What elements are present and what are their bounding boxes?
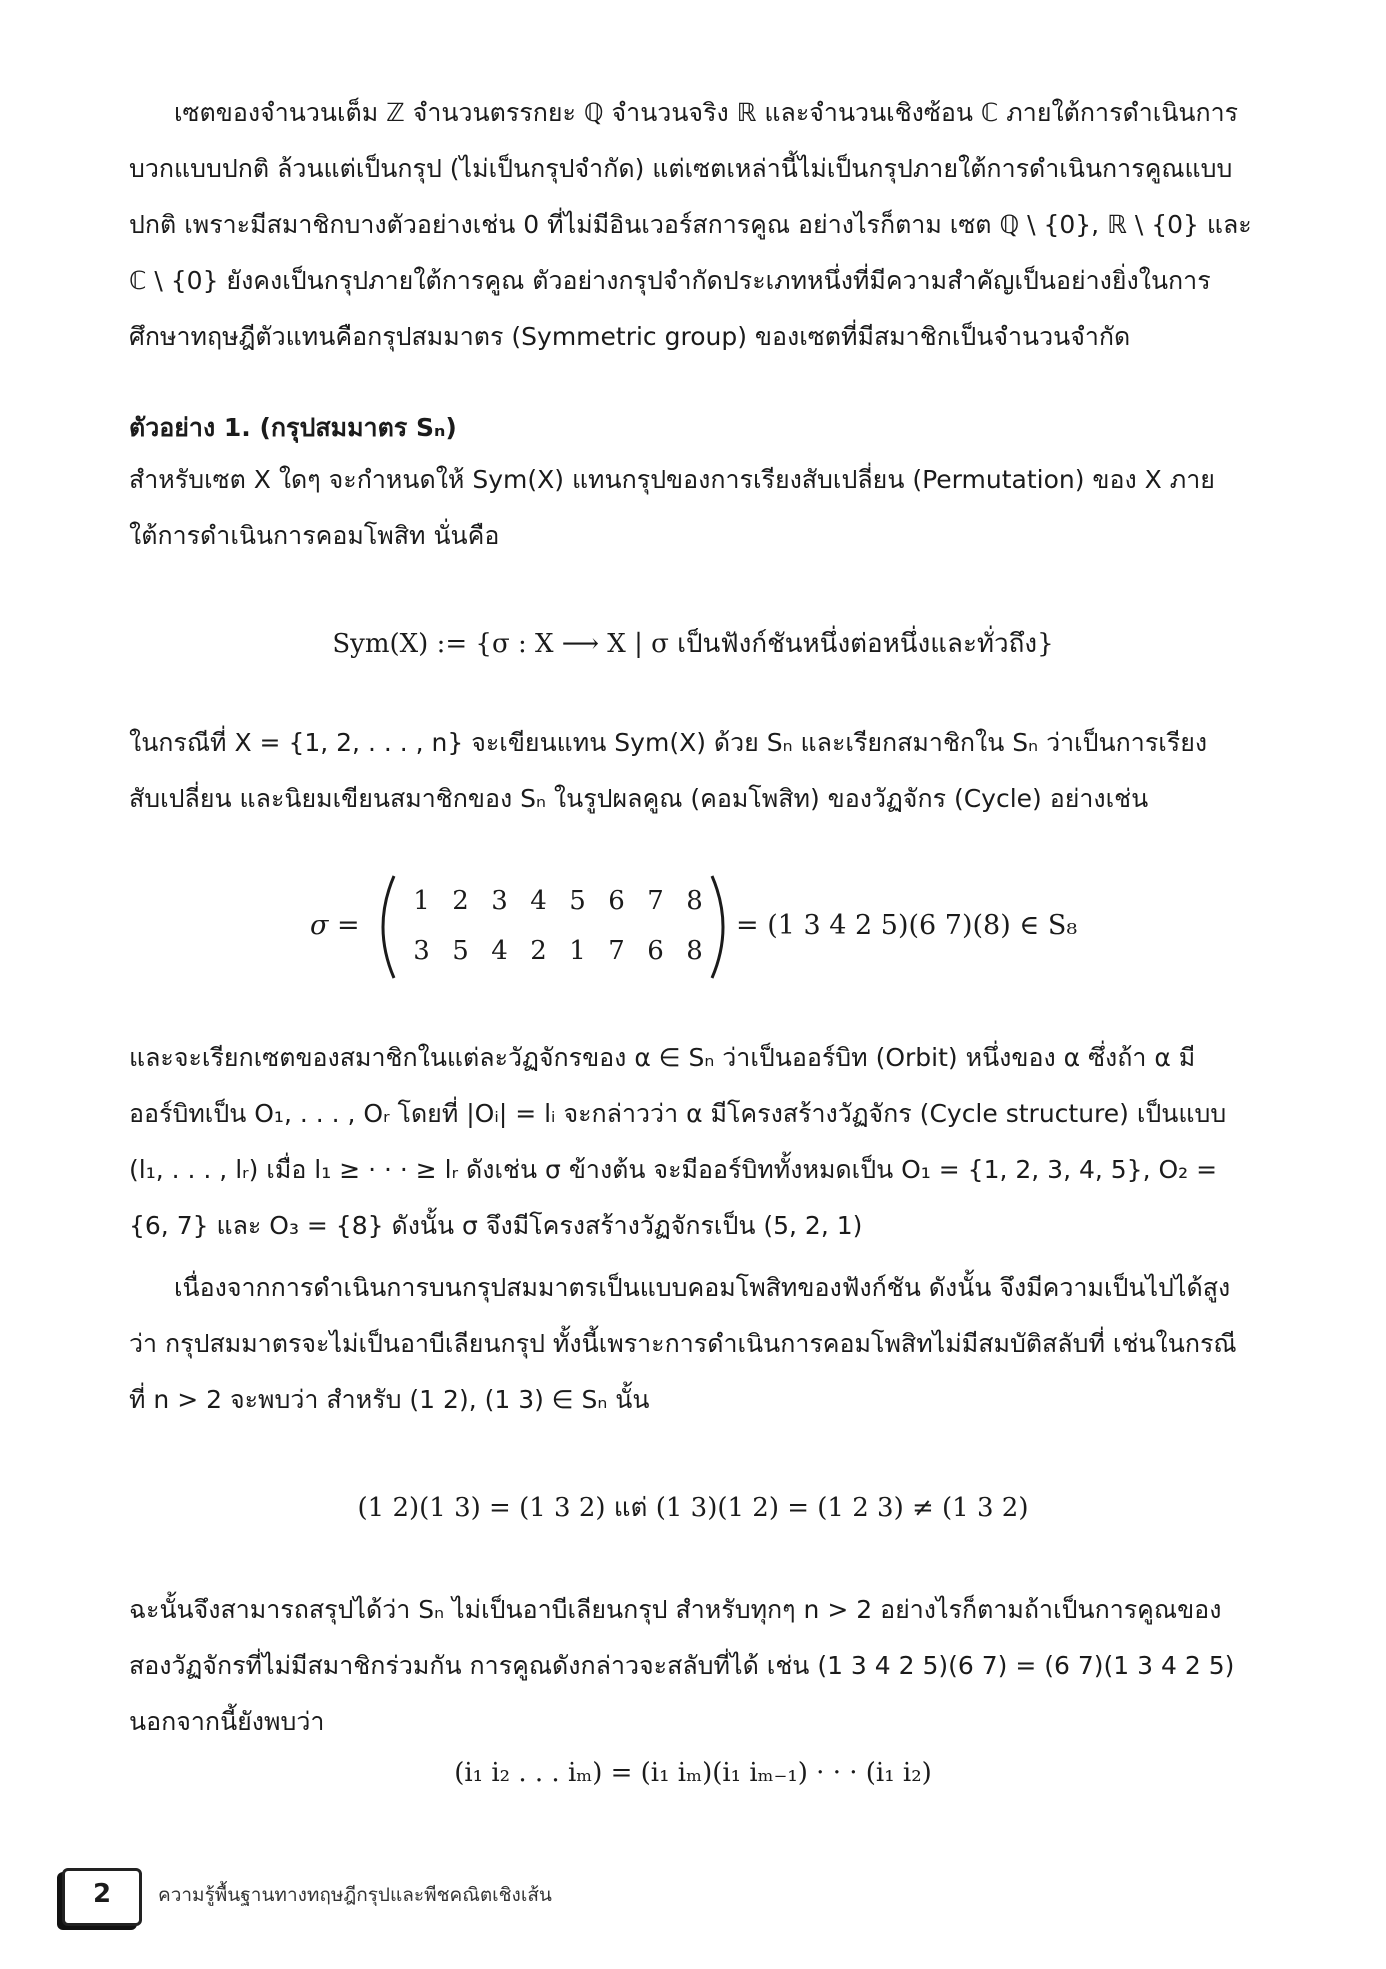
matrix-cell: 5 (569, 886, 586, 916)
example-heading: ตัวอย่าง 1. (กรุปสมมาตร Sₙ) (129, 413, 457, 442)
matrix-cell: 6 (647, 936, 664, 966)
text-line: ปกติ เพราะมีสมาชิกบางตัวอย่างเช่น 0 ที่ไม่มีอินเวอร์สการคูณ อย่างไรก็ตาม เซต ℚ \ {0}, ℝ \ {0} และ (129, 210, 1252, 239)
running-footer-title: ความรู้พื้นฐานทางทฤษฎีกรุปและพีชคณิตเชิงเส้น (158, 1884, 552, 1906)
conclusion-paragraph (129, 1582, 1248, 1750)
intro-paragraph (129, 85, 1252, 365)
text-line: ว่า กรุปสมมาตรจะไม่เป็นอาบีเลียนกรุป ทั้งนี้เพราะการดำเนินการคอมโพสิทไม่มีสมบัติสลับที่ เช่นในกรณี (129, 1329, 1237, 1358)
text-line: เซตของจำนวนเต็ม ℤ จำนวนตรรกยะ ℚ จำนวนจริง ℝ และจำนวนเชิงซ้อน ℂ ภายใต้การดำเนินการ (174, 98, 1239, 127)
noncommute-equation: (1 2)(1 3) = (1 3 2) แต่ (1 3)(1 2) = (1 2 3) ≠ (1 3 2) (357, 1493, 1029, 1523)
text-line: นอกจากนี้ยังพบว่า (129, 1707, 325, 1736)
text-line: ศึกษาทฤษฎีตัวแทนคือกรุปสมมาตร (Symmetric group) ของเซตที่มีสมาชิกเป็นจำนวนจำกัด (129, 322, 1131, 351)
sym-definition-equation: Sym(X) := {σ : X ⟶ X | σ เป็นฟังก์ชันหนึ่งต่อหนึ่งและทั่วถึง} (332, 629, 1054, 659)
matrix-cell: 7 (608, 936, 625, 966)
text-line: ฉะนั้นจึงสามารถสรุปได้ว่า Sₙ ไม่เป็นอาบีเลียนกรุป สำหรับทุกๆ n > 2 อย่างไรก็ตามถ้าเป็นการคูณของ (129, 1595, 1222, 1624)
text-line: สองวัฏจักรที่ไม่มีสมาชิกร่วมกัน การคูณดังกล่าวจะสลับที่ได้ เช่น (1 3 4 2 5)(6 7) = (6 7)(1 3 4 2 5) (129, 1651, 1235, 1680)
text-line: (l₁, . . . , lᵣ) เมื่อ l₁ ≥ · · · ≥ lᵣ ดังเช่น σ ข้างต้น จะมีออร์บิททั้งหมดเป็น O₁ = {1, 2, 3, 4, 5}, O₂ = (129, 1155, 1218, 1184)
cycle-equation: (i₁ i₂ . . . iₘ) = (i₁ iₘ)(i₁ iₘ₋₁) · · · (i₁ i₂) (454, 1758, 932, 1788)
matrix-cell: 8 (686, 936, 703, 966)
left-paren (383, 876, 394, 978)
text-line: สับเปลี่ยน และนิยมเขียนสมาชิกของ Sₙ ในรูปผลคูณ (คอมโพสิท) ของวัฏจักร (Cycle) อย่างเช่น (129, 784, 1149, 813)
matrix-cell: 2 (530, 936, 547, 966)
matrix-cell: 7 (647, 886, 664, 916)
sn-paragraph (129, 715, 1248, 827)
text-line: {6, 7} และ O₃ = {8} ดังนั้น σ จึงมีโครงสร้างวัฏจักรเป็น (5, 2, 1) (129, 1211, 863, 1240)
matrix-cell: 1 (413, 886, 430, 916)
matrix-cell: 5 (452, 936, 469, 966)
matrix-rhs: = (1 3 4 2 5)(6 7)(8) ∈ S₈ (736, 910, 1078, 941)
text-line: ℂ \ {0} ยังคงเป็นกรุปภายใต้การคูณ ตัวอย่างกรุปจำกัดประเภทหนึ่งที่มีความสำคัญเป็นอย่างยิ่งในการ (129, 266, 1211, 295)
matrix-cell: 2 (452, 886, 469, 916)
matrix-cell: 4 (491, 936, 508, 966)
text-line: และจะเรียกเซตของสมาชิกในแต่ละวัฏจักรของ α ∈ Sₙ ว่าเป็นออร์บิท (Orbit) หนึ่งของ α ซึ่งถ้า α มี (129, 1043, 1196, 1072)
matrix-cell: 6 (608, 886, 625, 916)
matrix-bottom-row (402, 936, 714, 966)
matrix-lhs: σ = (310, 910, 360, 941)
text-line: สำหรับเซต X ใดๆ จะกำหนดให้ Sym(X) แทนกรุปของการเรียงสับเปลี่ยน (Permutation) ของ X ภาย (129, 465, 1215, 494)
text-line: ใต้การดำเนินการคอมโพสิท นั่นคือ (129, 521, 500, 550)
matrix-cell: 4 (530, 886, 547, 916)
text-line: ออร์บิทเป็น O₁, . . . , Oᵣ โดยที่ |Oᵢ| = lᵢ จะกล่าวว่า α มีโครงสร้างวัฏจักร (Cycle structure) เป็นแบบ (129, 1099, 1227, 1128)
page-number: 2 (92, 1879, 112, 1909)
matrix-cell: 3 (491, 886, 508, 916)
text-line: ในกรณีที่ X = {1, 2, . . . , n} จะเขียนแทน Sym(X) ด้วย Sₙ และเรียกสมาชิกใน Sₙ ว่าเป็นการเรียง (129, 728, 1208, 757)
text-line: ที่ n > 2 จะพบว่า สำหรับ (1 2), (1 3) ∈ Sₙ นั้น (129, 1385, 650, 1414)
matrix-top-row (402, 886, 714, 916)
page-number-box (62, 1868, 142, 1926)
orbit-paragraph (129, 1030, 1248, 1254)
matrix-cell: 3 (413, 936, 430, 966)
permutation-matrix-equation (310, 872, 1090, 982)
matrix-cell: 1 (569, 936, 586, 966)
example-paragraph (129, 452, 1248, 564)
abelian-paragraph (129, 1260, 1248, 1428)
matrix-cell: 8 (686, 886, 703, 916)
text-line: เนื่องจากการดำเนินการบนกรุปสมมาตรเป็นแบบคอมโพสิทของฟังก์ชัน ดังนั้น จึงมีความเป็นไปได้สูง (174, 1273, 1231, 1302)
text-line: บวกแบบปกติ ล้วนแต่เป็นกรุป (ไม่เป็นกรุปจำกัด) แต่เซตเหล่านี้ไม่เป็นกรุปภายใต้การดำเนินการคูณแบบ (129, 154, 1233, 183)
